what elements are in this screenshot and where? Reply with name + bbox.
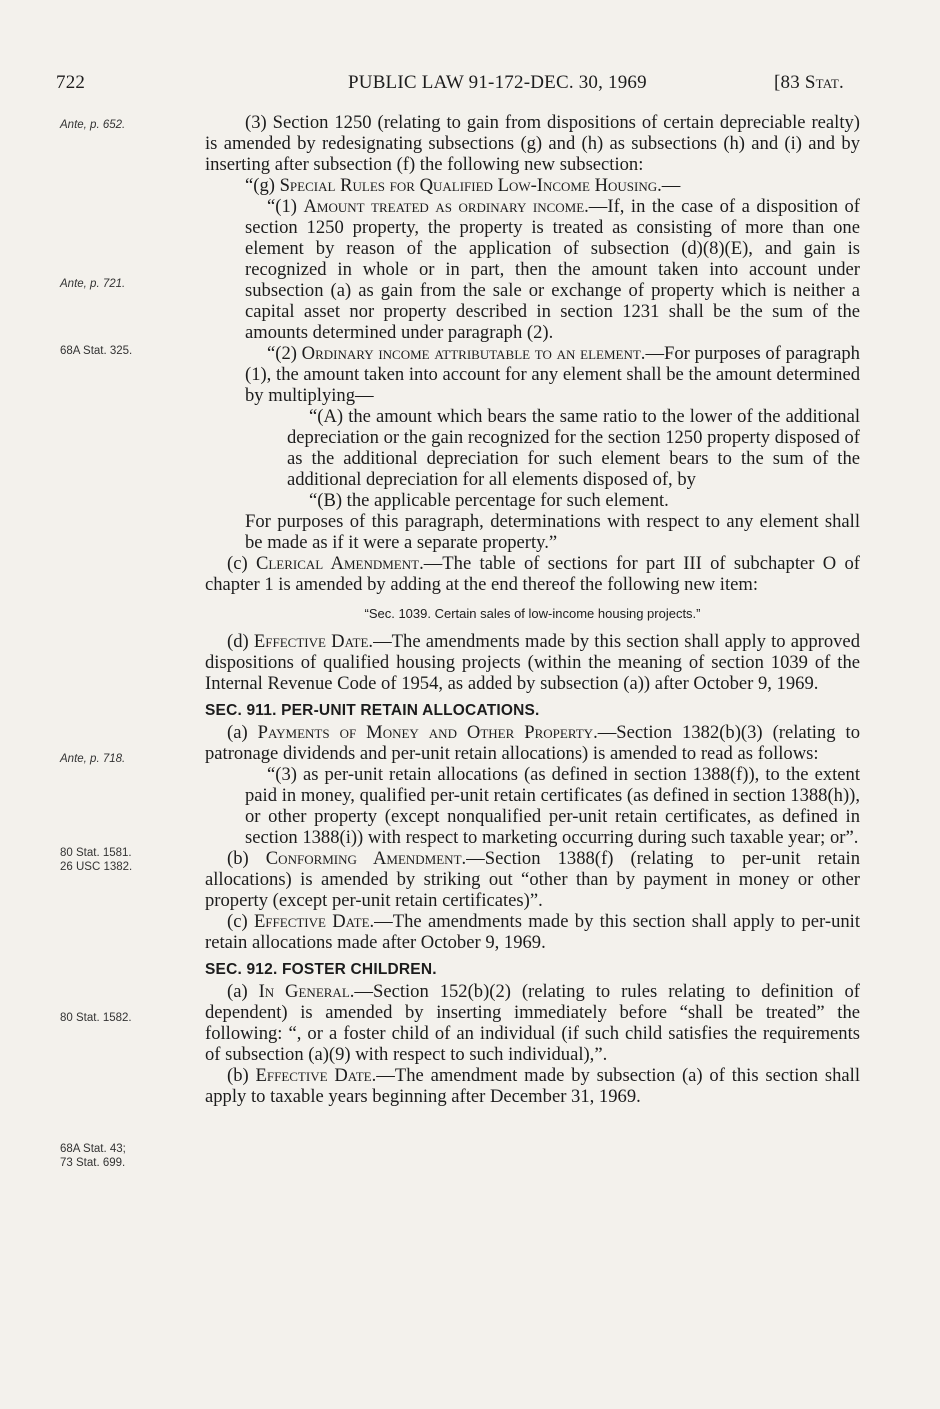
paragraph: (a) Payments of Money and Other Property.—Section 1382(b)(3) (relating to patronage dividends and per-unit retain allocations) is amended to read as follows:: [205, 722, 860, 764]
page-number: 722: [56, 72, 86, 93]
margin-note: 80 Stat. 1581. 26 USC 1382.: [60, 847, 133, 873]
paragraph: For purposes of this paragraph, determinations with respect to any element shall be made as if it were a separate property.”: [245, 511, 860, 553]
paragraph: (c) Clerical Amendment.—The table of sections for part III of subchapter O of chapter 1 is amended by adding at the end thereof the following new item:: [205, 553, 860, 595]
paragraph: (b) Effective Date.—The amendment made by subsection (a) of this section shall apply to taxable years beginning after December 31, 1969.: [205, 1065, 860, 1107]
paragraph: (d) Effective Date.—The amendments made by this section shall apply to approved dispositions of qualified housing projects (within the meaning of section 1039 of the Internal Revenue Code of 1954, as added by subsection (a)) after October 9, 1969.: [205, 631, 860, 694]
paragraph: “(2) Ordinary income attributable to an element.—For purposes of paragraph (1), the amount taken into account for any element shall be the amount determined by multiplying—: [245, 343, 860, 406]
section-heading: SEC. 912. FOSTER CHILDREN.: [205, 961, 437, 978]
paragraph: “(1) Amount treated as ordinary income.—If, in the case of a disposition of section 1250 property, the property is treated as consisting of more than one element by reason of the application of subsection (d)(8)(E), and gain is recognized in whole or in part, then the amount taken into account under subsection (a) as gain from the sale or exchange of property which is neither a capital asset nor property described in section 1231 shall be the sum of the amounts determined under paragraph (2).: [245, 196, 860, 343]
paragraph: (b) Conforming Amendment.—Section 1388(f) (relating to per-unit retain allocations) is amended by striking out “other than by payment in money or other property (except per-unit retain certificates)”.: [205, 848, 860, 911]
margin-note: Ante, p. 652.: [60, 119, 126, 131]
margin-note: 68A Stat. 325.: [60, 345, 133, 357]
paragraph: “(B) the applicable percentage for such element.: [309, 490, 669, 511]
paragraph: (3) Section 1250 (relating to gain from dispositions of certain depreciable realty) is amended by redesignating subsections (g) and (h) as subsections (h) and (i) and by inserting after subsection (f) the following new subsection:: [205, 112, 860, 175]
margin-note: 80 Stat. 1582.: [60, 1012, 132, 1024]
paragraph: (a) In General.—Section 152(b)(2) (relating to rules relating to definition of dependent) is amended by inserting immediately before “shall be treated” the following: “, or a foster child of an individual (if such child satisfies the requirements of subsection (a)(9) with respect to such individual),”.: [205, 981, 860, 1065]
margin-note: Ante, p. 718.: [60, 753, 126, 765]
running-title: PUBLIC LAW 91-172-DEC. 30, 1969: [348, 72, 647, 93]
table-item: “Sec. 1039. Certain sales of low-income housing projects.”: [364, 606, 701, 621]
paragraph: (c) Effective Date.—The amendments made by this section shall apply to per-unit retain allocations made after October 9, 1969.: [205, 911, 860, 953]
statute-reference: [83 Stat.: [774, 72, 844, 93]
paragraph: “(A) the amount which bears the same ratio to the lower of the additional depreciation or the gain recognized for the section 1250 property disposed of as the additional depreciation for such element bears to the sum of the additional depreciation for all elements disposed of, by: [287, 406, 860, 490]
paragraph: “(g) Special Rules for Qualified Low-Income Housing.—: [245, 175, 681, 196]
section-heading: SEC. 911. PER-UNIT RETAIN ALLOCATIONS.: [205, 702, 540, 719]
margin-note: Ante, p. 721.: [60, 278, 126, 290]
margin-note: 68A Stat. 43; 73 Stat. 699.: [60, 1143, 126, 1169]
body-text: [205, 112, 860, 1107]
paragraph: “(3) as per-unit retain allocations (as defined in section 1388(f)), to the extent paid in money, qualified per-unit retain certificates (as defined in section 1388(h)), or other property (except nonqualified per-unit retain certificates, as defined in section 1388(i)) with respect to marketing occurring during such taxable year; or”.: [245, 764, 860, 848]
